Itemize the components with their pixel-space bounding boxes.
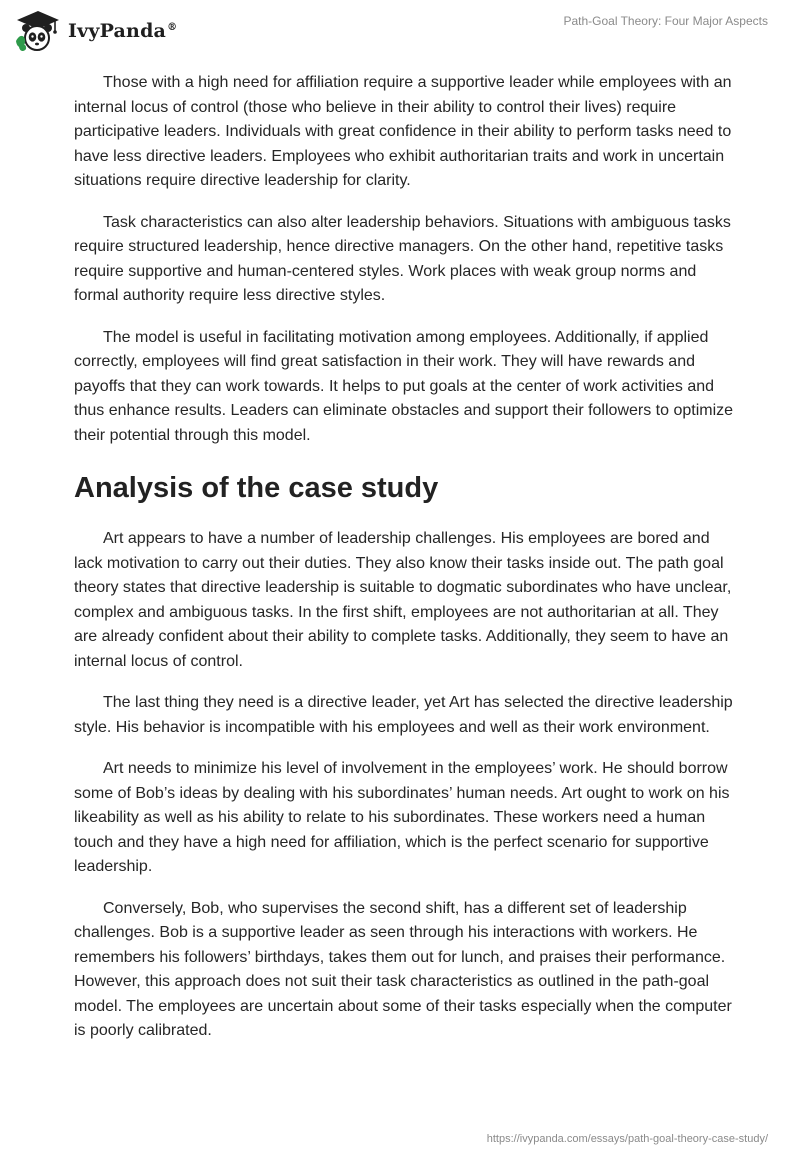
- paragraph: Those with a high need for affiliation require a supportive leader while employees with an internal locus of control (those who believe in their ability to control their lives) require participative leaders. Individuals with great confidence in their ability to perform tasks need to have less directive leaders. Employees who exhibit authoritarian traits and work in uncertain situations require directive leadership for clarity.: [74, 74, 732, 189]
- source-url[interactable]: https://ivypanda.com/essays/path-goal-theory-case-study/: [486, 1133, 768, 1145]
- paragraph: Conversely, Bob, who supervises the second shift, has a different set of leadership challenges. Bob is a supportive leader as seen through his interactions with workers. He remembers his followers’ birthdays, takes them out for lunch, and praises their performance. However, this approach does not suit their task characteristics as outlined in the path-goal model. The employees are uncertain about some of their tasks especially when the computer is poorly calibrated.: [74, 899, 732, 1039]
- paragraph: Task characteristics can also alter leadership behaviors. Situations with ambiguous tasks require structured leadership, hence directive managers. On the other hand, repetitive tasks require supportive and human-centered styles. Work places with weak group norms and formal authority require less directive styles.: [74, 213, 731, 304]
- paragraph: The model is useful in facilitating motivation among employees. Additionally, if applied correctly, employees will find great satisfaction in their work. They will have rewards and payoffs that they can work towards. It helps to put goals at the center of work activities and thus enhance results. Leaders can eliminate obstacles and support their followers to optimize their potential through this model.: [74, 328, 734, 444]
- paragraph: The last thing they need is a directive leader, yet Art has selected the directive leadership style. His behavior is incompatible with his employees and well as their work environment.: [74, 694, 733, 736]
- page-header: [0, 0, 800, 66]
- paragraph: Art appears to have a number of leadership challenges. His employees are bored and lack motivation to carry out their duties. They also know their tasks inside out. The path goal theory states that directive leadership is suitable to dogmatic subordinates who have unclear, complex and ambiguous tasks. In the first shift, employees are not authoritarian at all. They are already confident about their ability to complete tasks. Additionally, they seem to have an internal locus of control.: [74, 530, 732, 670]
- brand-name: [68, 20, 177, 42]
- document-title: Path-Goal Theory: Four Major Aspects: [563, 14, 768, 28]
- ivypanda-logo[interactable]: [14, 9, 177, 53]
- registered-mark: ®: [167, 21, 178, 33]
- section-heading: Analysis of the case study: [74, 472, 439, 504]
- article-body: [74, 71, 734, 1061]
- paragraph: Art needs to minimize his level of involvement in the employees’ work. He should borrow some of Bob’s ideas by dealing with his subordinates’ human needs. Art ought to work on his likeability as well as his ability to relate to his subordinates. These workers need a human touch and they have a high need for affiliation, which is the perfect scenario for supportive leadership.: [74, 760, 730, 875]
- brand-name-text: IvyPanda: [68, 20, 167, 42]
- panda-graduation-cap-icon: [14, 9, 62, 53]
